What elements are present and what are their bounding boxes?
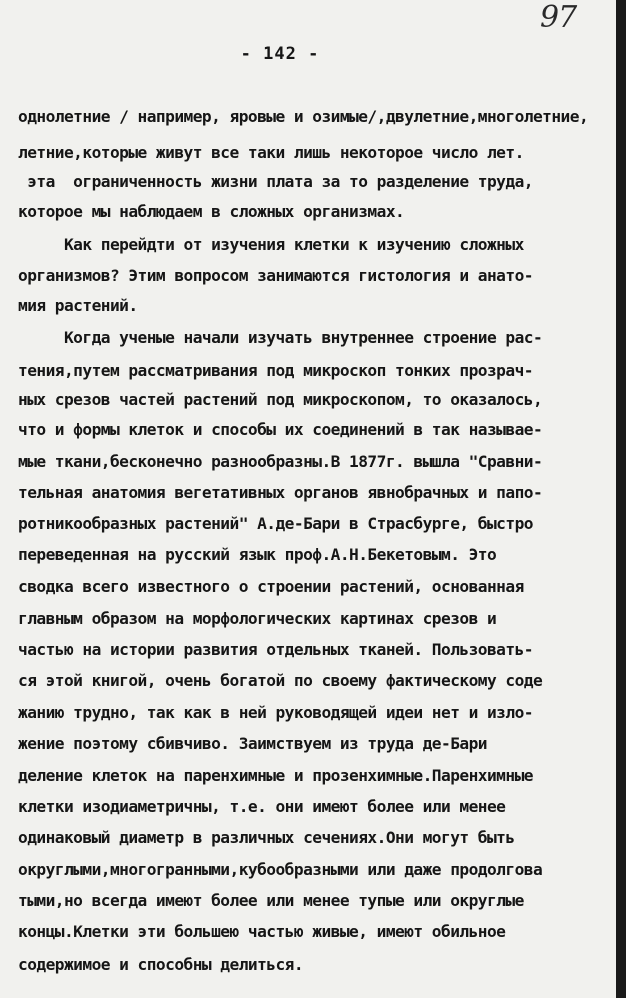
- text-line: главным образом на морфологических картинах срезов и: [18, 609, 497, 628]
- text-line: деление клеток на паренхимные и прозенхимные.Паренхимные: [18, 766, 533, 785]
- text-line: содержимое и способны делиться.: [18, 955, 304, 974]
- text-line: мые ткани,бесконечно разнообразны.В 1877г. вышла "Сравни-: [18, 452, 543, 471]
- text-line: организмов? Этим вопросом занимаются гистология и анато-: [18, 266, 533, 285]
- text-line: ных срезов частей растений под микроскопом, то оказалось,: [18, 390, 543, 409]
- text-line: ротникообразных растений" А.де-Бари в Страсбурге, быстро: [18, 514, 533, 533]
- text-line: однолетние / например, яровые и озимые/,двулетние,многолетние,: [18, 107, 589, 126]
- text-line: тыми,но всегда имеют более или менее тупые или округлые: [18, 891, 524, 910]
- text-line: концы.Клетки эти большею частью живые, имеют обильное: [18, 922, 506, 941]
- text-line: тения,путем рассматривания под микроскоп тонких прозрач-: [18, 361, 533, 380]
- page-number: - 142 -: [240, 44, 320, 64]
- text-line: частью на истории развития отдельных тканей. Пользовать-: [18, 640, 533, 659]
- text-line: одинаковый диаметр в различных сечениях.Они могут быть: [18, 828, 515, 847]
- text-line: что и формы клеток и способы их соединений в так называе-: [18, 420, 543, 439]
- text-line: клетки изодиаметричны, т.е. они имеют более или менее: [18, 797, 506, 816]
- text-line: ся этой книгой, очень богатой по своему фактическому соде: [18, 671, 543, 690]
- archive-page-stamp: 97: [540, 0, 577, 35]
- text-line: переведенная на русский язык проф.А.Н.Бекетовым. Это: [18, 545, 497, 564]
- text-line: которое мы наблюдаем в сложных организмах.: [18, 202, 405, 221]
- text-line: Как перейдти от изучения клетки к изучению сложных: [18, 235, 524, 254]
- text-line: тельная анатомия вегетативных органов явнобрачных и папо-: [18, 483, 543, 502]
- text-line: округлыми,многогранными,кубообразными или даже продолгова: [18, 860, 543, 879]
- text-line: сводка всего известного о строении растений, основанная: [18, 577, 524, 596]
- text-line: летние,которые живут все таки лишь некоторое число лет.: [18, 143, 524, 162]
- text-line: жение поэтому сбивчиво. Заимствуем из труда де-Бари: [18, 734, 487, 753]
- text-line: эта ограниченность жизни плата за то разделение труда,: [18, 172, 533, 191]
- text-line: Когда ученые начали изучать внутреннее строение рас-: [18, 328, 543, 347]
- text-line: мия растений.: [18, 296, 138, 315]
- text-line: жанию трудно, так как в ней руководящей идеи нет и изло-: [18, 703, 533, 722]
